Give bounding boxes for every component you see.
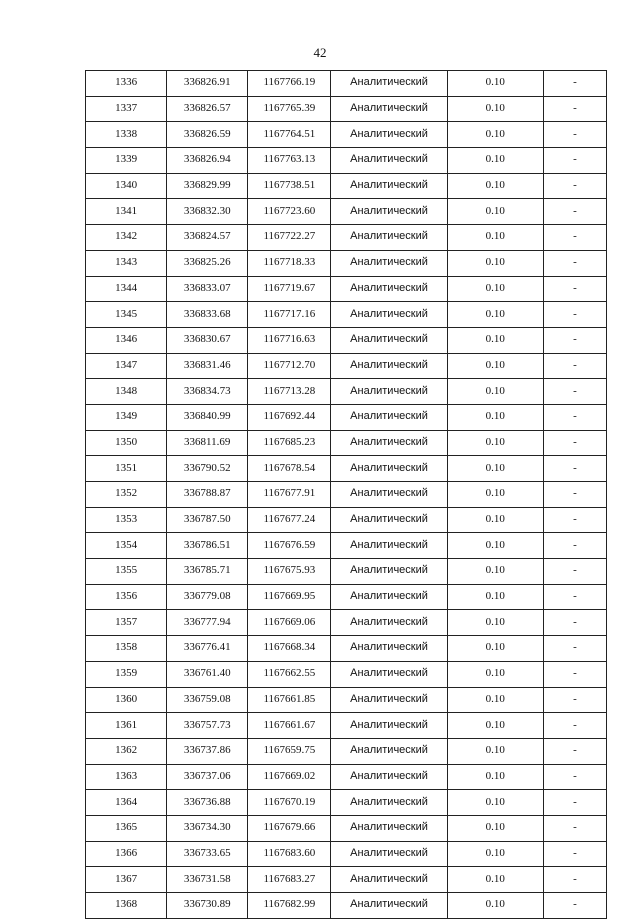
method-cell: Аналитический (331, 71, 447, 97)
accuracy-cell: 0.10 (447, 867, 543, 893)
y-coordinate-cell: 1167659.75 (248, 738, 331, 764)
y-coordinate-cell: 1167763.13 (248, 148, 331, 174)
x-coordinate-cell: 336811.69 (167, 430, 248, 456)
method-cell: Аналитический (331, 173, 447, 199)
accuracy-cell: 0.10 (447, 533, 543, 559)
description-cell: - (543, 148, 606, 174)
method-cell: Аналитический (331, 199, 447, 225)
y-coordinate-cell: 1167717.16 (248, 302, 331, 328)
accuracy-cell: 0.10 (447, 276, 543, 302)
y-coordinate-cell: 1167668.34 (248, 636, 331, 662)
y-coordinate-cell: 1167677.24 (248, 507, 331, 533)
description-cell: - (543, 893, 606, 919)
method-cell: Аналитический (331, 661, 447, 687)
accuracy-cell: 0.10 (447, 815, 543, 841)
x-coordinate-cell: 336826.59 (167, 122, 248, 148)
method-cell: Аналитический (331, 379, 447, 405)
method-cell: Аналитический (331, 636, 447, 662)
point-number-cell: 1361 (86, 713, 167, 739)
table-row (86, 456, 607, 482)
table-row (86, 250, 607, 276)
method-cell: Аналитический (331, 533, 447, 559)
description-cell: - (543, 687, 606, 713)
table-row (86, 96, 607, 122)
accuracy-cell: 0.10 (447, 199, 543, 225)
point-number-cell: 1347 (86, 353, 167, 379)
coordinates-table (85, 70, 607, 919)
description-cell: - (543, 71, 606, 97)
point-number-cell: 1344 (86, 276, 167, 302)
y-coordinate-cell: 1167669.02 (248, 764, 331, 790)
method-cell: Аналитический (331, 122, 447, 148)
x-coordinate-cell: 336830.67 (167, 327, 248, 353)
x-coordinate-cell: 336833.68 (167, 302, 248, 328)
accuracy-cell: 0.10 (447, 456, 543, 482)
accuracy-cell: 0.10 (447, 148, 543, 174)
point-number-cell: 1346 (86, 327, 167, 353)
x-coordinate-cell: 336734.30 (167, 815, 248, 841)
accuracy-cell: 0.10 (447, 764, 543, 790)
y-coordinate-cell: 1167723.60 (248, 199, 331, 225)
method-cell: Аналитический (331, 225, 447, 251)
x-coordinate-cell: 336829.99 (167, 173, 248, 199)
point-number-cell: 1349 (86, 404, 167, 430)
description-cell: - (543, 713, 606, 739)
y-coordinate-cell: 1167718.33 (248, 250, 331, 276)
accuracy-cell: 0.10 (447, 713, 543, 739)
point-number-cell: 1345 (86, 302, 167, 328)
point-number-cell: 1355 (86, 559, 167, 585)
description-cell: - (543, 225, 606, 251)
accuracy-cell: 0.10 (447, 507, 543, 533)
y-coordinate-cell: 1167683.27 (248, 867, 331, 893)
accuracy-cell: 0.10 (447, 96, 543, 122)
x-coordinate-cell: 336788.87 (167, 482, 248, 508)
point-number-cell: 1340 (86, 173, 167, 199)
point-number-cell: 1352 (86, 482, 167, 508)
description-cell: - (543, 430, 606, 456)
x-coordinate-cell: 336731.58 (167, 867, 248, 893)
x-coordinate-cell: 336833.07 (167, 276, 248, 302)
point-number-cell: 1360 (86, 687, 167, 713)
method-cell: Аналитический (331, 584, 447, 610)
point-number-cell: 1337 (86, 96, 167, 122)
table-row (86, 404, 607, 430)
method-cell: Аналитический (331, 482, 447, 508)
method-cell: Аналитический (331, 764, 447, 790)
method-cell: Аналитический (331, 738, 447, 764)
point-number-cell: 1350 (86, 430, 167, 456)
y-coordinate-cell: 1167764.51 (248, 122, 331, 148)
y-coordinate-cell: 1167669.95 (248, 584, 331, 610)
method-cell: Аналитический (331, 353, 447, 379)
y-coordinate-cell: 1167738.51 (248, 173, 331, 199)
description-cell: - (543, 790, 606, 816)
x-coordinate-cell: 336826.57 (167, 96, 248, 122)
description-cell: - (543, 122, 606, 148)
accuracy-cell: 0.10 (447, 225, 543, 251)
table-row (86, 482, 607, 508)
accuracy-cell: 0.10 (447, 379, 543, 405)
point-number-cell: 1353 (86, 507, 167, 533)
table-row (86, 636, 607, 662)
description-cell: - (543, 738, 606, 764)
accuracy-cell: 0.10 (447, 610, 543, 636)
y-coordinate-cell: 1167766.19 (248, 71, 331, 97)
description-cell: - (543, 661, 606, 687)
x-coordinate-cell: 336733.65 (167, 841, 248, 867)
table-row (86, 122, 607, 148)
accuracy-cell: 0.10 (447, 559, 543, 585)
method-cell: Аналитический (331, 302, 447, 328)
point-number-cell: 1363 (86, 764, 167, 790)
table-row (86, 584, 607, 610)
x-coordinate-cell: 336761.40 (167, 661, 248, 687)
x-coordinate-cell: 336826.91 (167, 71, 248, 97)
method-cell: Аналитический (331, 430, 447, 456)
description-cell: - (543, 276, 606, 302)
point-number-cell: 1358 (86, 636, 167, 662)
method-cell: Аналитический (331, 276, 447, 302)
y-coordinate-cell: 1167716.63 (248, 327, 331, 353)
point-number-cell: 1368 (86, 893, 167, 919)
accuracy-cell: 0.10 (447, 790, 543, 816)
description-cell: - (543, 636, 606, 662)
description-cell: - (543, 841, 606, 867)
y-coordinate-cell: 1167661.85 (248, 687, 331, 713)
description-cell: - (543, 404, 606, 430)
x-coordinate-cell: 336737.06 (167, 764, 248, 790)
method-cell: Аналитический (331, 841, 447, 867)
point-number-cell: 1343 (86, 250, 167, 276)
method-cell: Аналитический (331, 404, 447, 430)
table-row (86, 327, 607, 353)
table-row (86, 276, 607, 302)
x-coordinate-cell: 336787.50 (167, 507, 248, 533)
point-number-cell: 1351 (86, 456, 167, 482)
accuracy-cell: 0.10 (447, 661, 543, 687)
x-coordinate-cell: 336834.73 (167, 379, 248, 405)
table-row (86, 507, 607, 533)
table-row (86, 353, 607, 379)
y-coordinate-cell: 1167661.67 (248, 713, 331, 739)
method-cell: Аналитический (331, 96, 447, 122)
x-coordinate-cell: 336786.51 (167, 533, 248, 559)
description-cell: - (543, 507, 606, 533)
method-cell: Аналитический (331, 867, 447, 893)
method-cell: Аналитический (331, 893, 447, 919)
accuracy-cell: 0.10 (447, 430, 543, 456)
point-number-cell: 1338 (86, 122, 167, 148)
x-coordinate-cell: 336730.89 (167, 893, 248, 919)
description-cell: - (543, 302, 606, 328)
point-number-cell: 1336 (86, 71, 167, 97)
accuracy-cell: 0.10 (447, 841, 543, 867)
description-cell: - (543, 610, 606, 636)
point-number-cell: 1357 (86, 610, 167, 636)
description-cell: - (543, 379, 606, 405)
x-coordinate-cell: 336826.94 (167, 148, 248, 174)
accuracy-cell: 0.10 (447, 584, 543, 610)
description-cell: - (543, 815, 606, 841)
description-cell: - (543, 482, 606, 508)
method-cell: Аналитический (331, 687, 447, 713)
accuracy-cell: 0.10 (447, 687, 543, 713)
x-coordinate-cell: 336736.88 (167, 790, 248, 816)
x-coordinate-cell: 336757.73 (167, 713, 248, 739)
accuracy-cell: 0.10 (447, 404, 543, 430)
description-cell: - (543, 250, 606, 276)
table-row (86, 893, 607, 919)
method-cell: Аналитический (331, 790, 447, 816)
x-coordinate-cell: 336825.26 (167, 250, 248, 276)
accuracy-cell: 0.10 (447, 122, 543, 148)
table-row (86, 302, 607, 328)
accuracy-cell: 0.10 (447, 327, 543, 353)
x-coordinate-cell: 336737.86 (167, 738, 248, 764)
y-coordinate-cell: 1167713.28 (248, 379, 331, 405)
accuracy-cell: 0.10 (447, 893, 543, 919)
table-row (86, 430, 607, 456)
description-cell: - (543, 173, 606, 199)
accuracy-cell: 0.10 (447, 353, 543, 379)
method-cell: Аналитический (331, 456, 447, 482)
method-cell: Аналитический (331, 327, 447, 353)
table-row (86, 713, 607, 739)
y-coordinate-cell: 1167683.60 (248, 841, 331, 867)
method-cell: Аналитический (331, 815, 447, 841)
x-coordinate-cell: 336832.30 (167, 199, 248, 225)
y-coordinate-cell: 1167685.23 (248, 430, 331, 456)
y-coordinate-cell: 1167712.70 (248, 353, 331, 379)
x-coordinate-cell: 336824.57 (167, 225, 248, 251)
accuracy-cell: 0.10 (447, 302, 543, 328)
point-number-cell: 1342 (86, 225, 167, 251)
x-coordinate-cell: 336777.94 (167, 610, 248, 636)
table-row (86, 661, 607, 687)
x-coordinate-cell: 336790.52 (167, 456, 248, 482)
method-cell: Аналитический (331, 713, 447, 739)
y-coordinate-cell: 1167765.39 (248, 96, 331, 122)
method-cell: Аналитический (331, 148, 447, 174)
point-number-cell: 1359 (86, 661, 167, 687)
point-number-cell: 1365 (86, 815, 167, 841)
point-number-cell: 1339 (86, 148, 167, 174)
description-cell: - (543, 199, 606, 225)
y-coordinate-cell: 1167677.91 (248, 482, 331, 508)
accuracy-cell: 0.10 (447, 173, 543, 199)
description-cell: - (543, 96, 606, 122)
accuracy-cell: 0.10 (447, 71, 543, 97)
point-number-cell: 1367 (86, 867, 167, 893)
point-number-cell: 1341 (86, 199, 167, 225)
description-cell: - (543, 353, 606, 379)
method-cell: Аналитический (331, 610, 447, 636)
y-coordinate-cell: 1167662.55 (248, 661, 331, 687)
method-cell: Аналитический (331, 250, 447, 276)
table-row (86, 867, 607, 893)
y-coordinate-cell: 1167722.27 (248, 225, 331, 251)
y-coordinate-cell: 1167669.06 (248, 610, 331, 636)
accuracy-cell: 0.10 (447, 636, 543, 662)
y-coordinate-cell: 1167692.44 (248, 404, 331, 430)
y-coordinate-cell: 1167682.99 (248, 893, 331, 919)
table-row (86, 687, 607, 713)
table-row (86, 841, 607, 867)
table-row (86, 738, 607, 764)
point-number-cell: 1362 (86, 738, 167, 764)
point-number-cell: 1356 (86, 584, 167, 610)
table-row (86, 559, 607, 585)
table-body (86, 71, 607, 919)
table-row (86, 533, 607, 559)
y-coordinate-cell: 1167676.59 (248, 533, 331, 559)
table-row (86, 225, 607, 251)
y-coordinate-cell: 1167678.54 (248, 456, 331, 482)
y-coordinate-cell: 1167719.67 (248, 276, 331, 302)
table-row (86, 610, 607, 636)
method-cell: Аналитический (331, 507, 447, 533)
y-coordinate-cell: 1167679.66 (248, 815, 331, 841)
accuracy-cell: 0.10 (447, 250, 543, 276)
table-row (86, 173, 607, 199)
description-cell: - (543, 867, 606, 893)
table-row (86, 148, 607, 174)
page-number: 42 (313, 45, 327, 60)
description-cell: - (543, 456, 606, 482)
table-row (86, 199, 607, 225)
x-coordinate-cell: 336785.71 (167, 559, 248, 585)
point-number-cell: 1364 (86, 790, 167, 816)
point-number-cell: 1354 (86, 533, 167, 559)
description-cell: - (543, 533, 606, 559)
description-cell: - (543, 559, 606, 585)
description-cell: - (543, 327, 606, 353)
y-coordinate-cell: 1167675.93 (248, 559, 331, 585)
x-coordinate-cell: 336759.08 (167, 687, 248, 713)
table-row (86, 71, 607, 97)
description-cell: - (543, 764, 606, 790)
description-cell: - (543, 584, 606, 610)
x-coordinate-cell: 336779.08 (167, 584, 248, 610)
y-coordinate-cell: 1167670.19 (248, 790, 331, 816)
x-coordinate-cell: 336840.99 (167, 404, 248, 430)
table-row (86, 815, 607, 841)
table-row (86, 790, 607, 816)
table-row (86, 379, 607, 405)
point-number-cell: 1366 (86, 841, 167, 867)
point-number-cell: 1348 (86, 379, 167, 405)
x-coordinate-cell: 336776.41 (167, 636, 248, 662)
accuracy-cell: 0.10 (447, 738, 543, 764)
method-cell: Аналитический (331, 559, 447, 585)
accuracy-cell: 0.10 (447, 482, 543, 508)
table-row (86, 764, 607, 790)
x-coordinate-cell: 336831.46 (167, 353, 248, 379)
